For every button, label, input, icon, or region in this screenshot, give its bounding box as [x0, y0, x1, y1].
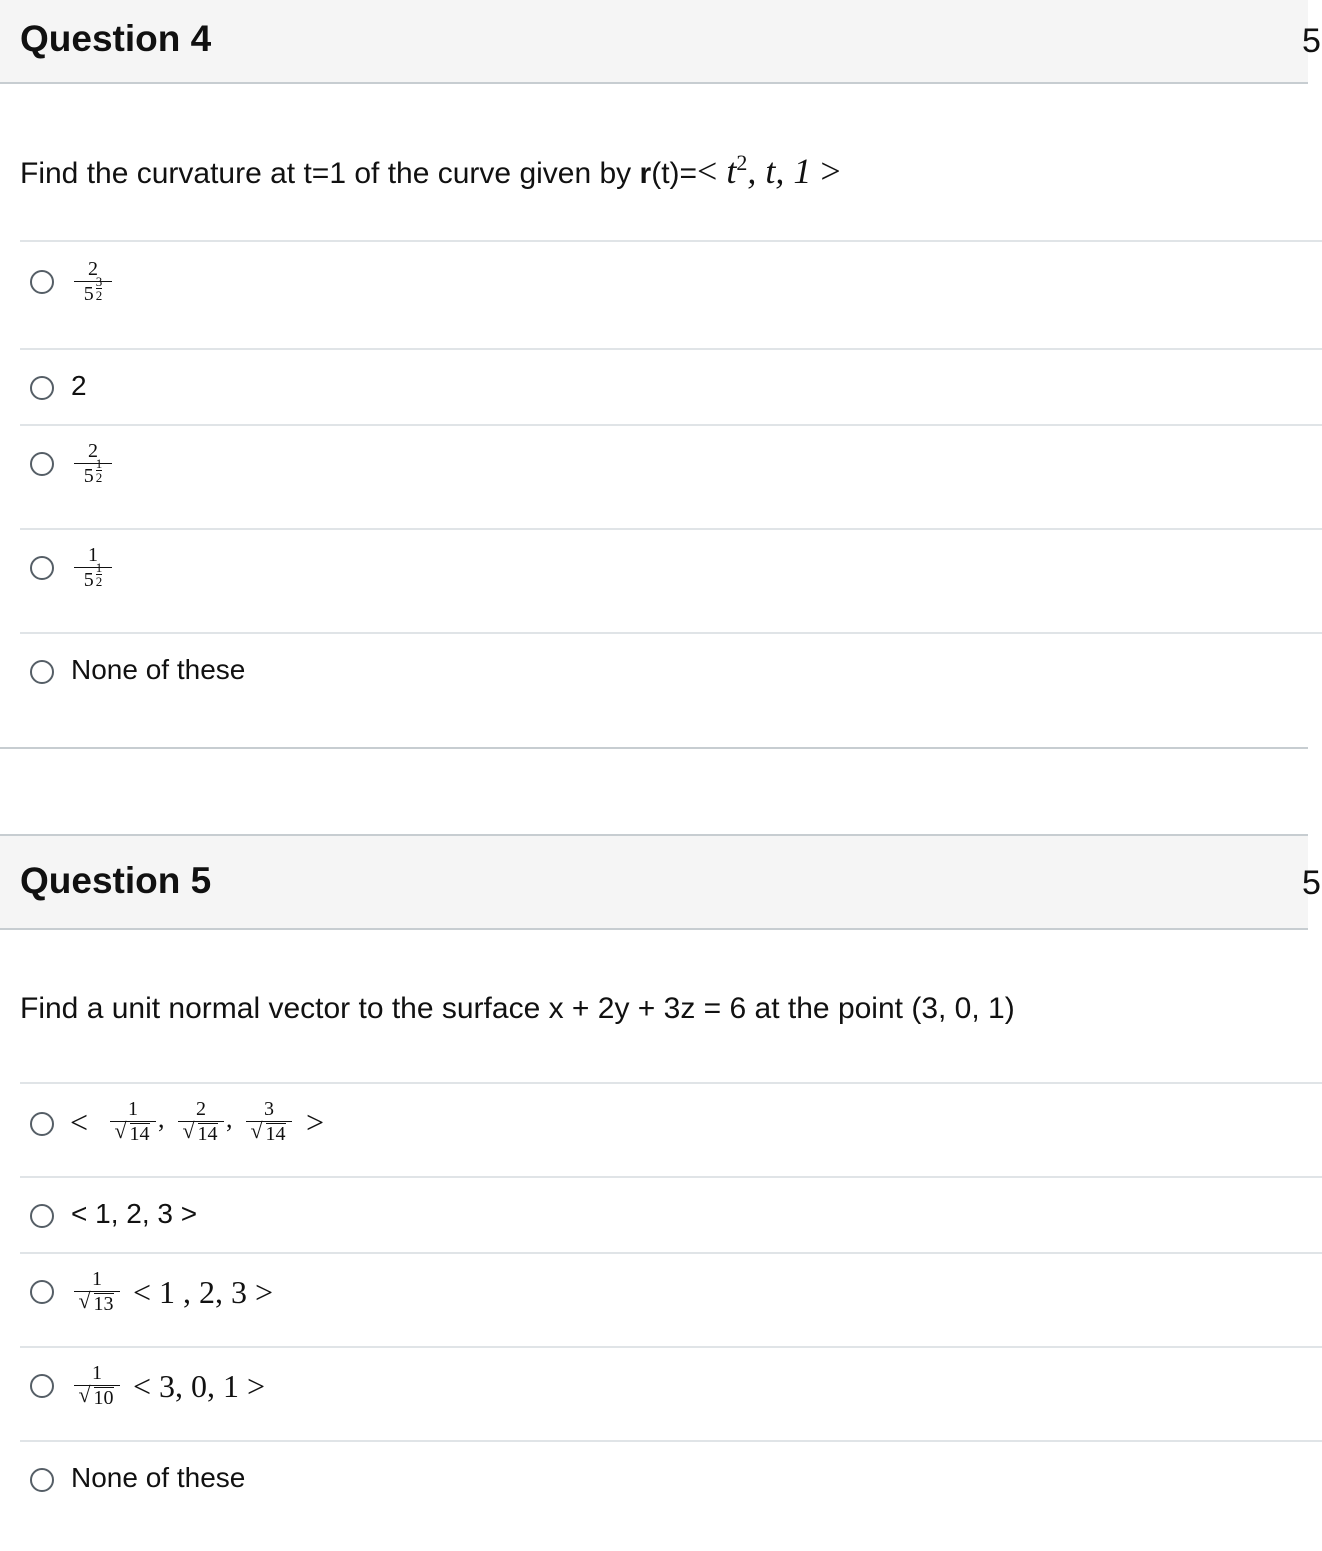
- den-exponent: [96, 561, 103, 588]
- fraction-bar: [74, 567, 112, 568]
- fraction-bar: [74, 281, 112, 282]
- fraction-denominator: [74, 560, 112, 591]
- question-title: Question 5: [20, 860, 212, 901]
- sqrt: [185, 1123, 218, 1145]
- answer-label: < 1, 2, 3 >: [71, 1198, 198, 1229]
- vector-expression: < 1 , 2, 3 >: [133, 1274, 274, 1310]
- fraction-denominator: [178, 1123, 224, 1145]
- fraction-denominator: [74, 274, 112, 305]
- answer-option[interactable]: [20, 424, 1322, 528]
- den-base: 5: [83, 569, 94, 591]
- radio-button[interactable]: [30, 270, 54, 294]
- radio-button[interactable]: [30, 1468, 54, 1492]
- exp-num: 1: [95, 560, 103, 575]
- exp-num: 3: [95, 274, 103, 289]
- fraction: [74, 1268, 120, 1315]
- fraction-denominator: [74, 1387, 120, 1409]
- question-title: Question 4: [20, 18, 212, 59]
- radicand: 14: [129, 1123, 150, 1145]
- vector-separator: ,: [226, 1104, 233, 1133]
- radio-button[interactable]: [30, 1204, 54, 1228]
- radio-button[interactable]: [30, 376, 54, 400]
- answer-label: None of these: [71, 654, 246, 685]
- sqrt: [81, 1293, 114, 1315]
- question-4: [0, 0, 1321, 84]
- vector-open: <: [70, 1104, 89, 1140]
- question-points: 5: [1302, 864, 1321, 902]
- answer-option[interactable]: [20, 1252, 1322, 1346]
- answer-option[interactable]: [20, 1440, 1322, 1516]
- radio-button[interactable]: [30, 556, 54, 580]
- answer-option[interactable]: [20, 1176, 1322, 1252]
- radicand: 10: [93, 1387, 114, 1409]
- radio-button[interactable]: [30, 660, 54, 684]
- fraction-numerator: 2: [88, 440, 98, 462]
- den-base: 5: [83, 283, 94, 305]
- question-5: [0, 834, 1321, 930]
- fraction: [74, 440, 112, 487]
- question-divider: [0, 747, 1308, 749]
- den-exponent: [96, 457, 103, 484]
- fraction-numerator: 1: [92, 1362, 102, 1384]
- answer-option[interactable]: [20, 528, 1322, 632]
- answer-option[interactable]: [20, 632, 1322, 708]
- fraction: [178, 1098, 224, 1145]
- fraction: [74, 544, 112, 591]
- answer-option[interactable]: [20, 1082, 1322, 1176]
- math-open: <: [697, 151, 718, 191]
- radicand: 14: [265, 1123, 286, 1145]
- sqrt: [81, 1387, 114, 1409]
- fraction: [246, 1098, 292, 1145]
- fraction-numerator: 2: [196, 1098, 206, 1120]
- exp-num: 1: [95, 456, 103, 471]
- answer-option[interactable]: [20, 240, 1322, 348]
- math-t: t: [726, 151, 737, 191]
- fraction-bar: [74, 463, 112, 464]
- math-rest: , t, 1: [747, 151, 812, 191]
- question-text: [20, 150, 841, 192]
- exp-den: 2: [95, 574, 103, 589]
- answer-list: [20, 1082, 1322, 1542]
- vector-close: >: [306, 1104, 325, 1140]
- radio-button[interactable]: [30, 452, 54, 476]
- math-exp: 2: [736, 150, 748, 175]
- radio-button[interactable]: [30, 1374, 54, 1398]
- fraction: [74, 258, 112, 305]
- question-text-mid: (t)=: [651, 157, 698, 190]
- vector-separator: ,: [158, 1104, 165, 1133]
- fraction-denominator: [74, 1293, 120, 1315]
- question-points: 5: [1302, 22, 1321, 60]
- den-base: 5: [83, 465, 94, 487]
- fraction-denominator: [110, 1123, 156, 1145]
- fraction-denominator: [74, 456, 112, 487]
- answer-list: [20, 240, 1322, 685]
- fraction: [74, 1362, 120, 1409]
- math-close: >: [820, 151, 841, 191]
- vector-expression: < 3, 0, 1 >: [133, 1368, 266, 1404]
- fraction-numerator: 1: [88, 544, 98, 566]
- exp-den: 2: [95, 288, 103, 303]
- question-text-bold: r: [639, 157, 652, 190]
- sqrt: [253, 1123, 286, 1145]
- answer-option[interactable]: [20, 1346, 1322, 1440]
- answer-option[interactable]: [20, 348, 1322, 424]
- radicand: 13: [93, 1293, 114, 1315]
- answer-label: 2: [71, 370, 87, 401]
- question-header: [0, 836, 1321, 930]
- question-text: Find a unit normal vector to the surface x + 2y + 3z = 6 at the point (3, 0, 1): [20, 992, 1015, 1025]
- question-text-prefix: Find the curvature at t=1 of the curve given by: [20, 157, 640, 190]
- fraction-numerator: 2: [88, 258, 98, 280]
- radicand: 14: [197, 1123, 218, 1145]
- question-header: [0, 0, 1321, 84]
- fraction-numerator: 1: [128, 1098, 138, 1120]
- answer-label: None of these: [71, 1462, 246, 1493]
- radio-button[interactable]: [30, 1280, 54, 1304]
- fraction-numerator: 3: [264, 1098, 274, 1120]
- den-exponent: [96, 275, 103, 302]
- fraction-numerator: 1: [92, 1268, 102, 1290]
- exp-den: 2: [95, 470, 103, 485]
- sqrt: [117, 1123, 150, 1145]
- question-math: [697, 151, 841, 191]
- fraction-denominator: [246, 1123, 292, 1145]
- radio-button[interactable]: [30, 1112, 54, 1136]
- fraction: [110, 1098, 156, 1145]
